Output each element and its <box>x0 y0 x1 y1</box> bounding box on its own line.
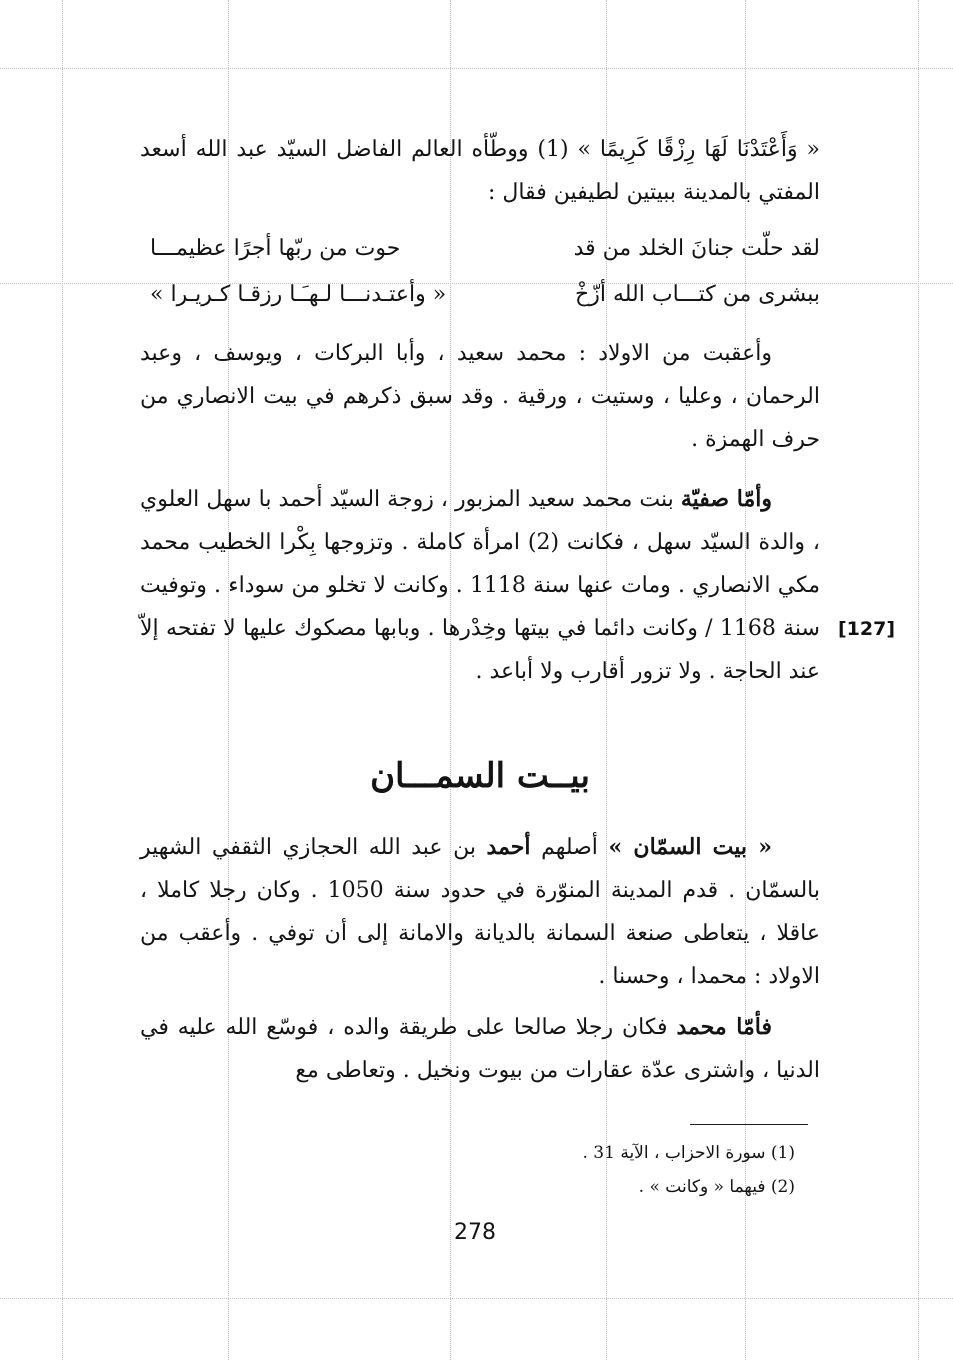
footnote-separator <box>690 1124 808 1125</box>
grid-line <box>62 0 63 1360</box>
hemistich-right: ببشرى من كتـــاب الله أزّخْ <box>575 282 820 307</box>
grid-line <box>918 0 919 1360</box>
bold-name-safiya: وأمّا صفيّة <box>680 486 772 512</box>
grid-line <box>0 1298 953 1299</box>
margin-marker: [127] <box>838 618 896 640</box>
poem-verse-2 <box>140 282 820 322</box>
paragraph-muhammad <box>140 1006 820 1092</box>
paragraph-2: وأعقبت من الاولاد : محمد سعيد ، وأبا البركات ، ويوسف ، وعبد الرحمان ، وعليا ، وستيت ، ورقية . وقد سبق ذكرهم في بيت الانصاري من حرف الهمزة . <box>140 341 820 452</box>
paragraph-offspring <box>140 332 820 461</box>
bold-name-ahmad: أحمد <box>486 834 531 860</box>
paragraph-4-text: بن عبد الله الحجازي الثقفي الشهير بالسمّان . قدم المدينة المنوّرة في حدود سنة 1050 . وكان رجلا كاملا ، عاقلا ، يتعاطى صنعة السمانة بالديانة والامانة إلى أن توفي . وأعقب من الاولاد : محمدا ، وحسنا . <box>140 835 820 989</box>
paragraph-5 <box>140 1006 820 1092</box>
hemistich-right: لقد حلّت جنانَ الخلد من قد <box>573 236 820 261</box>
paragraph-5-text: فكان رجلا صالحا على طريقة والده ، فوسّع الله عليه في الدنيا ، واشترى عدّة عقارات من بيوت ونخيل . وتعاطى مع <box>140 1015 820 1083</box>
paragraph-1: « وَأَعْتَدْنَا لَهَا رِزْقًا كَرِيمًا » (1) ووطّأه العالم الفاضل السيّد عبد الله أسعد المفتي بالمدينة ببيتين لطيفين فقال : <box>140 137 820 205</box>
paragraph-3 <box>140 478 820 693</box>
bold-name-muhammad: فأمّا محمد <box>676 1014 772 1040</box>
footnote-1: (1) سورة الاحزاب ، الآية 31 . <box>582 1143 795 1163</box>
grid-line <box>0 68 953 69</box>
poem-verse-1 <box>140 236 820 276</box>
paragraph-intro <box>140 128 820 214</box>
bold-house-name: « بيت السمّان » <box>608 834 772 860</box>
footnote-2: (2) فيهما « وكانت » . <box>638 1177 795 1197</box>
paragraph-3-text: بنت محمد سعيد المزبور ، زوجة السيّد أحمد با سهل العلوي ، والدة السيّد سهل ، فكانت (2) امرأة كاملة . وتزوجها بِكْرا الخطيب محمد مكي الانصاري . ومات عنها سنة 1118 . وكانت لا تخلو من سوداء . وتوفيت سنة 1168 / وكانت دائما في بيتها وخِدْرها . وبابها مصكوك عليها لا تفتحه إلاّ عند الحاجة . ولا تزور أقارب ولا أباعد . <box>140 487 820 684</box>
paragraph-samman <box>140 826 820 998</box>
hemistich-left: « وأعتـدنـــا لـهـَـا رزقـا كـريـرا » <box>150 282 447 307</box>
hemistich-left: حوت من ربّها أجرًا عظيمـــا <box>150 236 401 261</box>
paragraph-safiya <box>140 478 820 693</box>
page-number: 278 <box>454 1220 496 1245</box>
paragraph-4-lead: أصلهم <box>541 835 598 860</box>
paragraph-4 <box>140 826 820 998</box>
section-heading: بيــت السمـــان <box>370 756 590 796</box>
